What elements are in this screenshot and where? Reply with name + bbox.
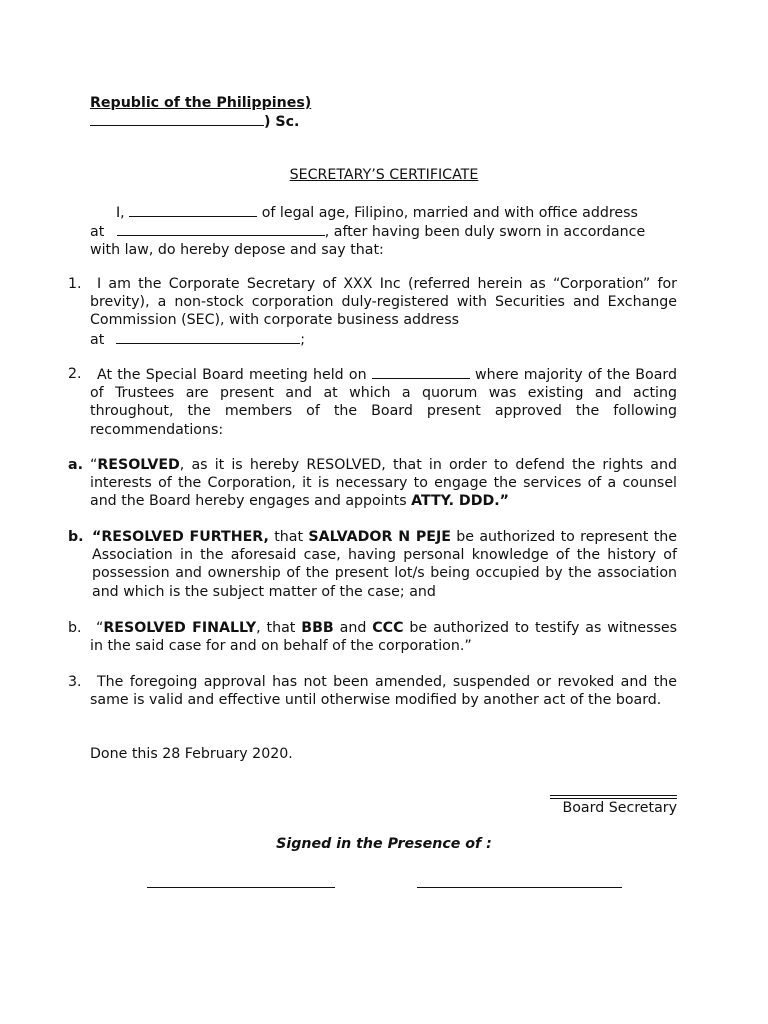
intro-paragraph xyxy=(90,203,677,260)
resolution-b-body: be authorized to represent the Association in the aforesaid case, having personal knowledge of the history of possession and ownership of the present lot/s being occupied by the association and which is the subject matter of the case; and xyxy=(92,529,677,600)
item-2-part-a: At the Special Board meeting held on xyxy=(97,367,367,383)
intro-line-1 xyxy=(90,203,677,222)
board-secretary-label: Board Secretary xyxy=(562,800,677,816)
resolution-b-bold: “RESOLVED FURTHER, xyxy=(92,529,269,545)
item-3-number: 3. xyxy=(68,674,82,690)
resolution-c-label: b. xyxy=(68,620,82,636)
resolution-a-open-quote: “ xyxy=(90,457,98,473)
meeting-date-blank xyxy=(372,365,470,379)
resolution-a-text xyxy=(90,456,677,511)
resolution-b-label: b. xyxy=(68,529,84,545)
presence-heading: Signed in the Presence of : xyxy=(276,836,492,852)
intro-legal: of legal age, Filipino, married and with office address xyxy=(257,205,638,221)
resolution-c-body: be authorized to testify as witnesses in the said case for and on behalf of the corporation.” xyxy=(90,620,677,655)
resolution-c-and: and xyxy=(333,620,373,636)
item-2-text xyxy=(90,365,677,439)
resolution-a-label: a. xyxy=(68,457,83,473)
resolution-c-text xyxy=(90,619,677,655)
intro-at: at xyxy=(90,224,105,241)
resolution-c-open-quote: “ xyxy=(96,620,104,636)
item-3-text: The foregoing approval has not been amended, suspended or revoked and the same is valid and effective until otherwise modified by another act of the board. xyxy=(90,674,677,709)
resolution-a-attorney: ATTY. DDD.” xyxy=(411,493,509,510)
certificate-title: SECRETARY’S CERTIFICATE xyxy=(289,167,479,183)
resolution-b-text xyxy=(92,528,677,601)
name-blank xyxy=(129,203,257,217)
item-1-body: I am the Corporate Secretary of XXX Inc (referred herein as “Corporation” for brevity), a non-stock corporation duly-registered with Securities and Exchange Commission (SEC), with corporate business address xyxy=(90,276,677,329)
address-blank xyxy=(117,222,325,236)
item-1-address-blank xyxy=(116,330,300,344)
done-date: Done this 28 February 2020. xyxy=(90,746,293,762)
intro-line-2 xyxy=(90,222,677,241)
resolution-b-name: SALVADOR N PEJE xyxy=(308,529,451,545)
secretary-signature-line-1 xyxy=(550,795,677,796)
venue-blank xyxy=(90,112,264,126)
item-2-part-b: where majority of the Board of Trustees are present and at which a quorum was existing and acting throughout, the members of the Board present approved the following recommendations: xyxy=(90,367,677,438)
resolution-c-that: , that xyxy=(256,620,302,636)
item-1-number: 1. xyxy=(68,276,82,292)
sc-label: ) Sc. xyxy=(264,114,300,130)
witness-signature-line-1 xyxy=(147,887,335,888)
republic-header: Republic of the Philippines) xyxy=(90,95,312,111)
intro-sworn: , after having been duly sworn in accordance xyxy=(324,224,646,241)
witness-signature-line-2 xyxy=(417,887,622,888)
resolution-c-ccc: CCC xyxy=(372,620,404,636)
resolution-a-body: , as it is hereby RESOLVED, that in order to defend the rights and interests of the Corporation, it is necessary to engage the services of a counsel and the Board hereby engages and appoints xyxy=(90,457,677,510)
intro-depose: with law, do hereby depose and say that: xyxy=(90,242,384,259)
resolution-c-bbb: BBB xyxy=(301,620,334,636)
sc-header xyxy=(90,112,299,131)
item-1-text xyxy=(90,275,677,349)
resolution-a-bold: RESOLVED xyxy=(97,457,180,473)
resolution-b-that: that xyxy=(268,529,309,545)
item-1-at: at xyxy=(90,331,105,348)
resolution-c-bold: RESOLVED FINALLY xyxy=(103,620,257,636)
item-1-end: ; xyxy=(300,331,306,348)
item-2-number: 2. xyxy=(68,366,82,382)
intro-i: I, xyxy=(116,205,125,221)
